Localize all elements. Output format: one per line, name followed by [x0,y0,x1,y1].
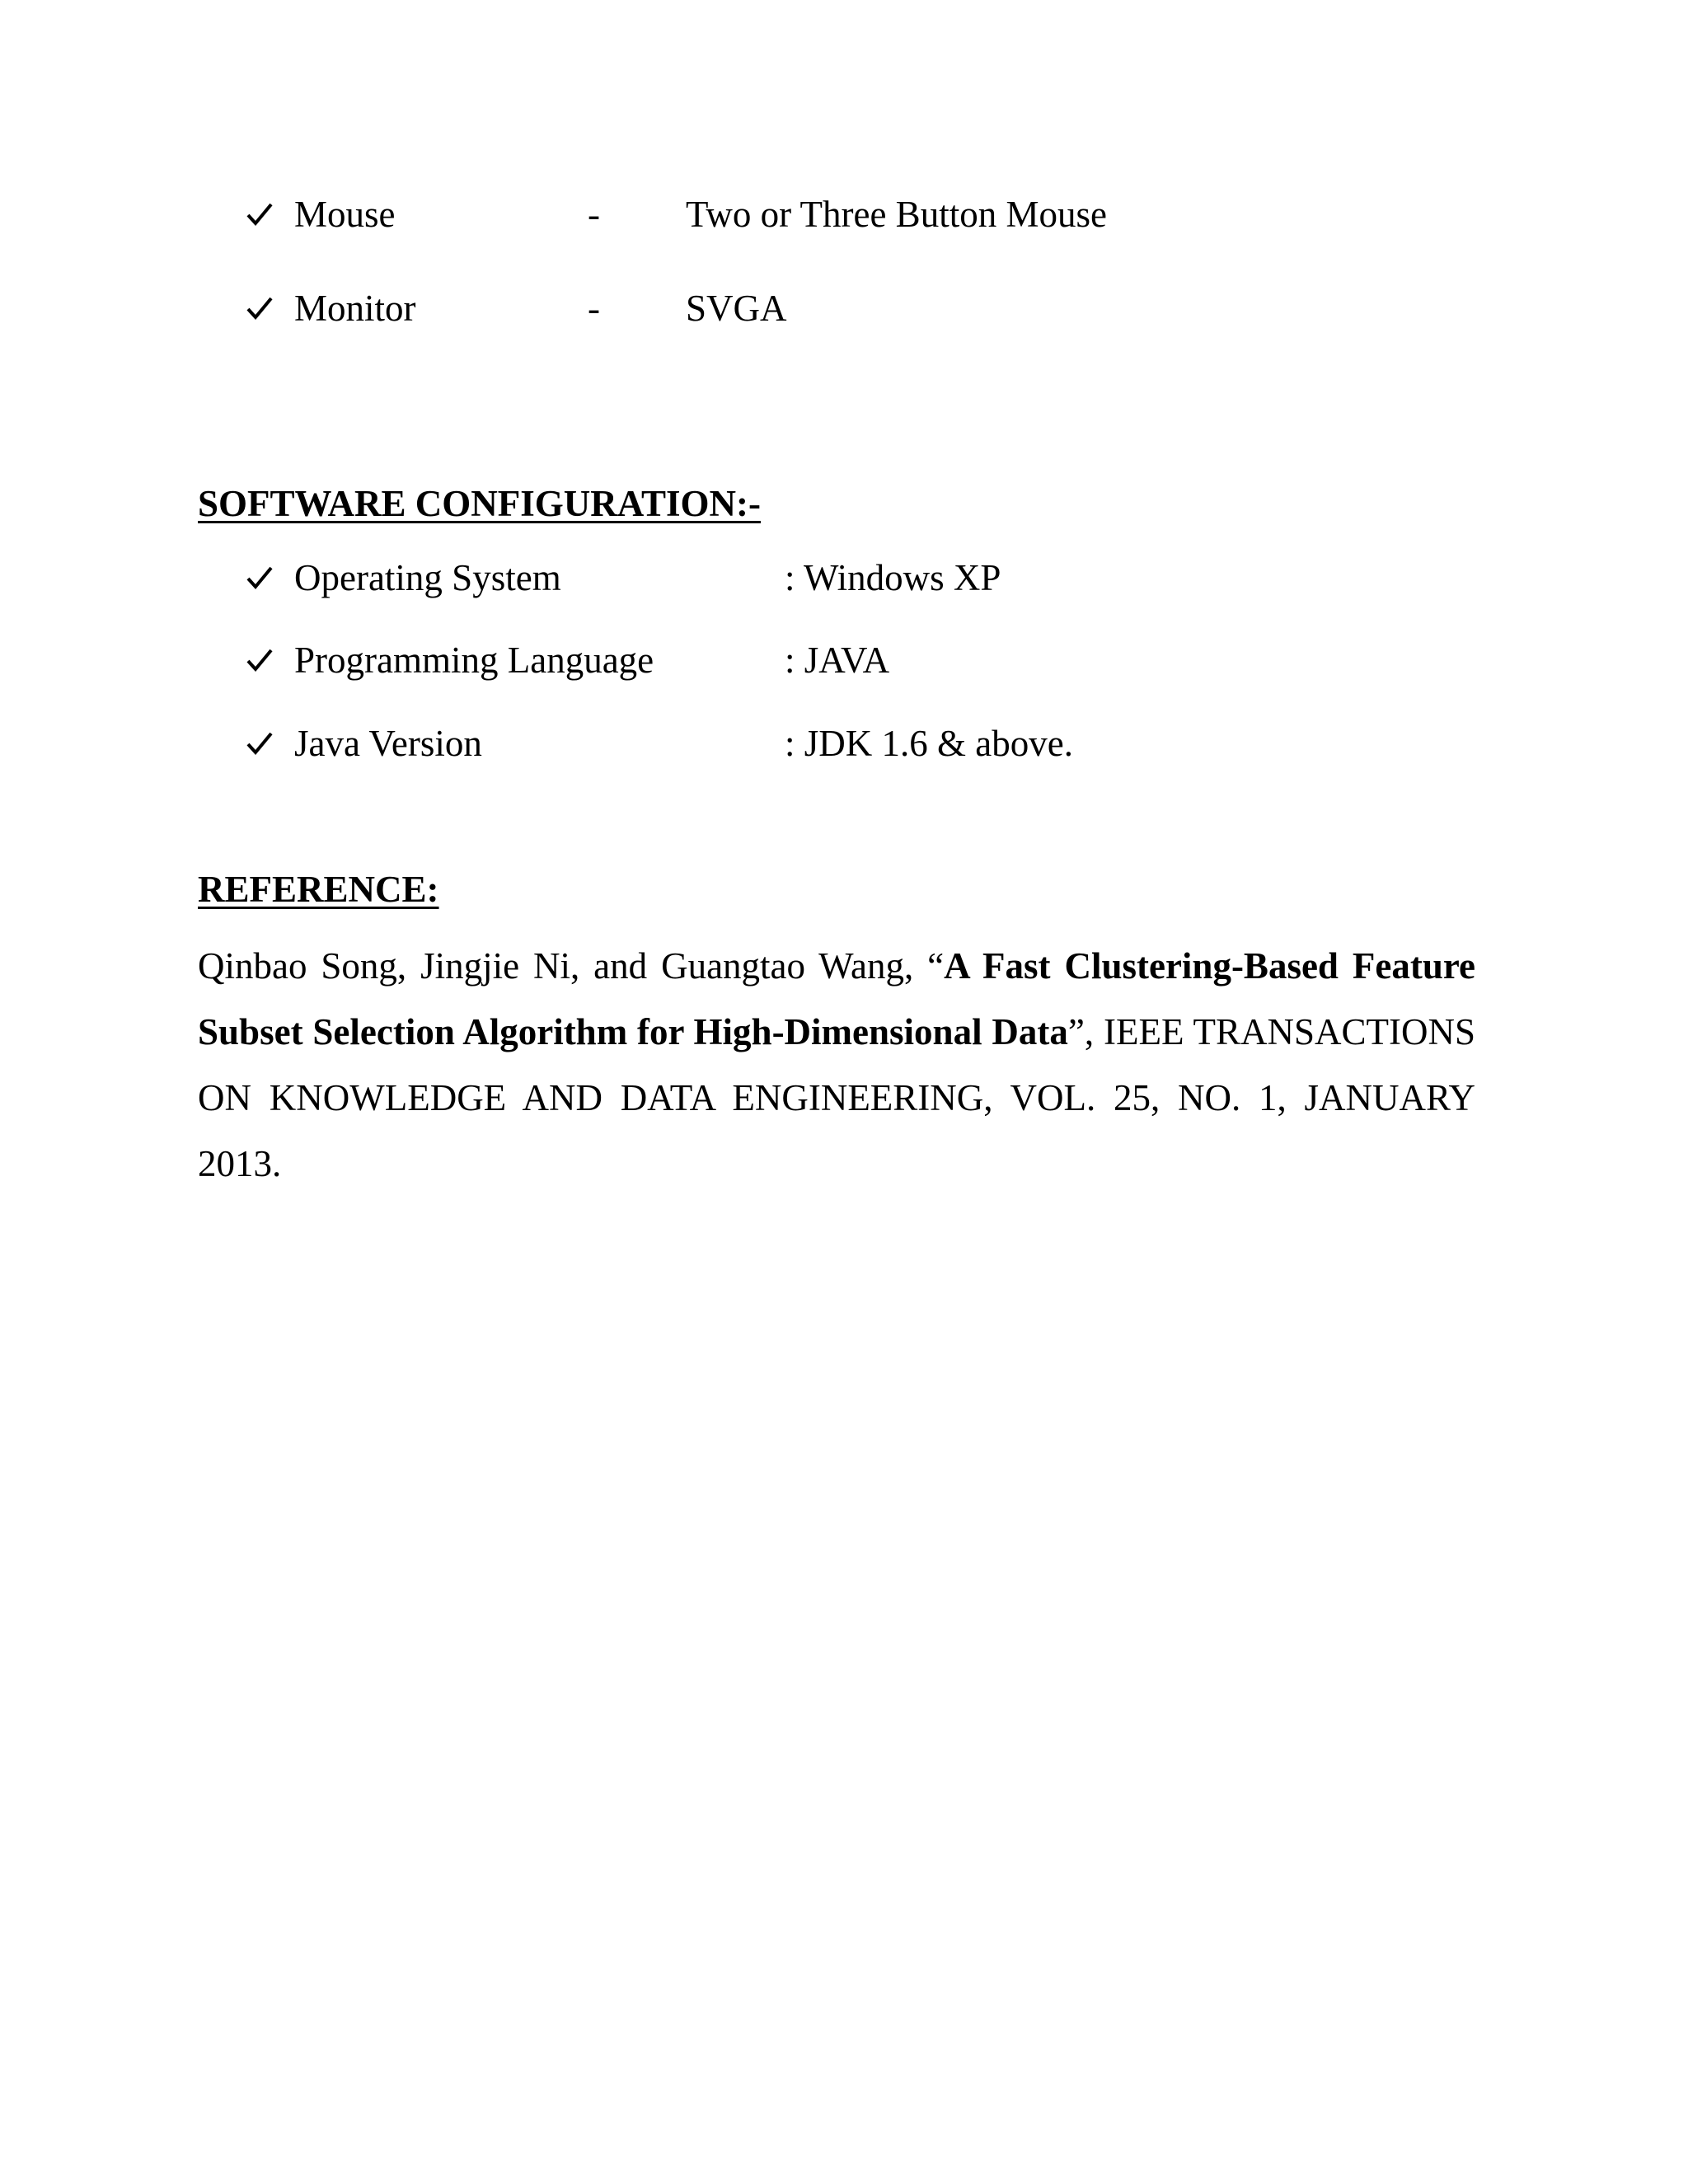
check-icon [246,564,274,592]
reference-publication: ”, IEEE TRANSACTIONS ON KNOWLEDGE AND DATA ENGINEERING, VOL. 25, NO. 1, JANUARY 2013. [198,1011,1476,1184]
hardware-value-monitor: SVGA [686,288,787,329]
software-value-language: : JAVA [785,640,890,681]
hardware-value-mouse: Two or Three Button Mouse [686,194,1107,235]
hardware-label-monitor: Monitor [294,288,416,329]
software-value-os: : Windows XP [785,557,1001,598]
hardware-separator-monitor: - [588,288,600,329]
software-label-os: Operating System [294,557,561,598]
software-label-language: Programming Language [294,640,654,681]
check-icon [246,646,274,674]
reference-title: A Fast Clustering-Based Feature Subset Selection Algorithm for High-Dimensional Data [198,945,1475,1052]
check-icon [246,200,274,228]
reference-authors: Qinbao Song, Jingjie Ni, and Guangtao Wang, “ [198,945,945,987]
hardware-label-mouse: Mouse [294,194,396,235]
reference-heading: REFERENCE: [198,869,439,910]
check-icon [246,729,274,757]
software-value-java-version: : JDK 1.6 & above. [785,723,1073,764]
software-label-java-version: Java Version [294,723,482,764]
software-heading: SOFTWARE CONFIGURATION:- [198,483,761,524]
reference-citation [198,933,1475,1197]
hardware-separator-mouse: - [588,194,600,235]
check-icon [246,294,274,322]
